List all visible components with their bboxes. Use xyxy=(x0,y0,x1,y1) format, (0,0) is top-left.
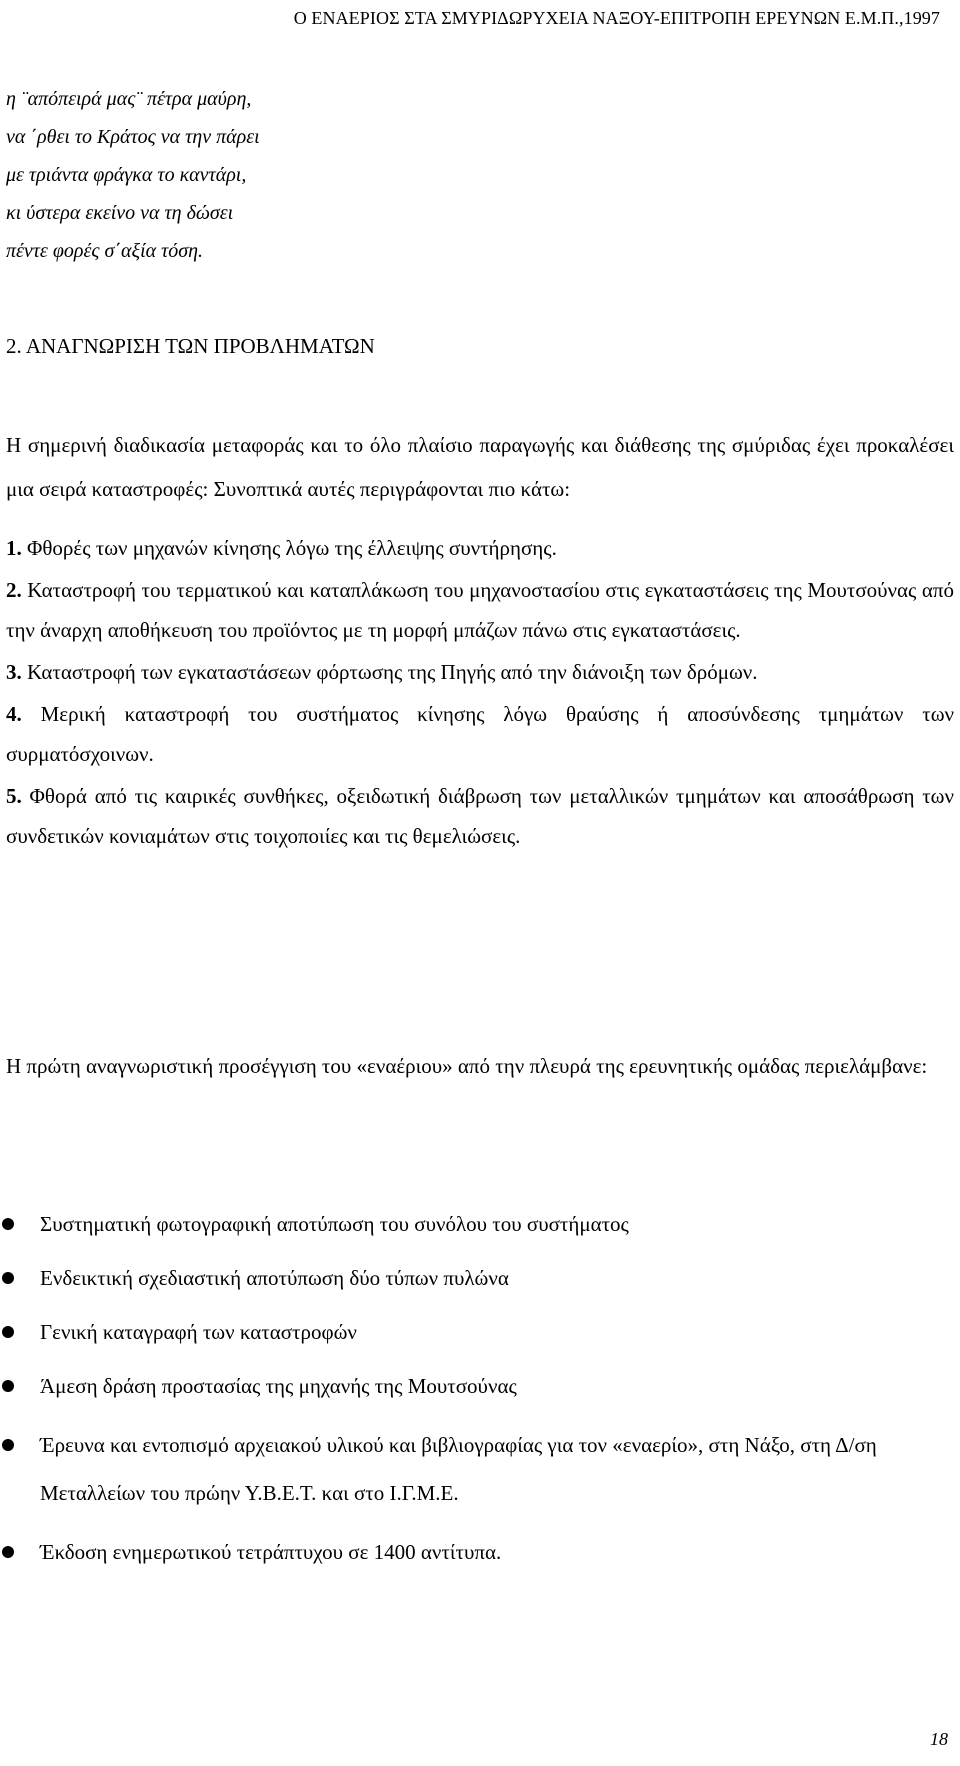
bullet-icon xyxy=(2,1439,14,1451)
problem-item xyxy=(6,528,954,568)
bullet-item xyxy=(0,1313,954,1351)
page-number: 18 xyxy=(930,1729,948,1749)
bullet-icon xyxy=(2,1380,14,1392)
problem-text: Φθορές των μηχανών κίνησης λόγω της έλλειψης συντήρησης. xyxy=(27,536,557,560)
problem-text: Φθορά από τις καιρικές συνθήκες, οξειδωτική διάβρωση των μεταλλικών τμημάτων και αποσάθρωση των συνδετικών κονιαμάτων στις τοιχοποιίες και τις θεμελιώσεις. xyxy=(6,784,954,848)
poem-line: η ¨απόπειρά μας¨ πέτρα μαύρη, xyxy=(6,88,252,110)
problem-number: 3. xyxy=(6,660,22,684)
bullet-icon xyxy=(2,1218,14,1230)
poem-excerpt xyxy=(6,80,260,270)
bullet-text: Άμεση δράση προστασίας της μηχανής της Μουτσούνας xyxy=(40,1374,517,1398)
intro-paragraph: Η σημερινή διαδικασία μεταφοράς και το όλο πλαίσιο παραγωγής και διάθεσης της σμύριδας έχει προκαλέσει μια σειρά καταστροφές: Συνοπτικά αυτές περιγράφονται πιο κάτω: xyxy=(6,433,954,501)
problem-text: Καταστροφή του τερματικού και καταπλάκωση του μηχανοστασίου στις εγκαταστάσεις της Μουτσούνας από την άναρχη αποθήκευση του προϊόντος με τη μορφή μπάζων πάνω στις εγκαταστάσεις. xyxy=(6,578,955,642)
bullet-text: Ενδεικτική σχεδιαστική αποτύπωση δύο τύπων πυλώνα xyxy=(40,1266,509,1290)
problem-item xyxy=(6,652,954,692)
bullet-text: Γενική καταγραφή των καταστροφών xyxy=(40,1320,357,1344)
problems-list xyxy=(6,528,954,858)
section-title: 2. ΑΝΑΓΝΩΡΙΣΗ ΤΩΝ ΠΡΟΒΛΗΜΑΤΩΝ xyxy=(6,334,375,358)
poem-line: να ΄ρθει το Κράτος να την πάρει xyxy=(6,126,260,148)
bullet-item xyxy=(0,1205,954,1243)
problem-number: 4. xyxy=(6,702,22,726)
problem-text: Καταστροφή των εγκαταστάσεων φόρτωσης της Πηγής από την διάνοιξη των δρόμων. xyxy=(27,660,758,684)
problem-item xyxy=(6,570,954,650)
bullet-item xyxy=(0,1421,954,1517)
actions-bullet-list xyxy=(0,1205,954,1571)
bullet-icon xyxy=(2,1326,14,1338)
bullet-text: Έκδοση ενημερωτικού τετράπτυχου σε 1400 αντίτυπα. xyxy=(40,1540,502,1564)
problem-item xyxy=(6,694,954,774)
poem-line: πέντε φορές σ΄αξία τόση. xyxy=(6,240,204,262)
running-header: Ο ΕΝΑΕΡΙΟΣ ΣΤΑ ΣΜΥΡΙΔΩΡΥΧΕΙΑ ΝΑΞΟΥ-ΕΠΙΤΡΟΠΗ ΕΡΕΥΝΩΝ Ε.Μ.Π.,1997 xyxy=(293,8,940,28)
bullet-item xyxy=(0,1259,954,1297)
approach-paragraph: Η πρώτη αναγνωριστική προσέγγιση του «εναέριου» από την πλευρά της ερευνητικής ομάδας περιελάμβανε: xyxy=(6,1054,928,1078)
bullet-text: Συστηματική φωτογραφική αποτύπωση του συνόλου του συστήματος xyxy=(40,1212,629,1236)
problem-item xyxy=(6,776,954,856)
problem-number: 5. xyxy=(6,784,22,808)
bullet-text: Έρευνα και εντοπισμό αρχειακού υλικού και βιβλιογραφίας για τον «εναερίο», στη Νάξο, στη Δ/ση Μεταλλείων του πρώην Υ.Β.Ε.Τ. και στο Ι.Γ.Μ.Ε. xyxy=(40,1433,877,1505)
poem-line: με τριάντα φράγκα το καντάρι, xyxy=(6,164,247,186)
bullet-item xyxy=(0,1533,954,1571)
problem-number: 1. xyxy=(6,536,22,560)
bullet-item xyxy=(0,1367,954,1405)
problem-number: 2. xyxy=(6,578,22,602)
poem-line: κι ύστερα εκείνο να τη δώσει xyxy=(6,202,234,224)
bullet-icon xyxy=(2,1546,14,1558)
problem-text: Μερική καταστροφή του συστήματος κίνησης λόγω θραύσης ή αποσύνδεσης τμημάτων των συρματόσχοινων. xyxy=(6,702,955,766)
bullet-icon xyxy=(2,1272,14,1284)
